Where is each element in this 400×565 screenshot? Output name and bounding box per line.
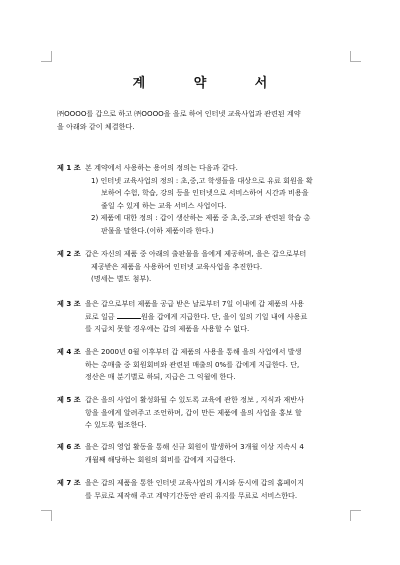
article-line: 2) 제품에 대한 정의 : 갑이 생산하는 제품 중 초,중,고와 관련된 학습 총 <box>91 213 311 222</box>
article-label: 제 4 조 <box>57 347 81 356</box>
article-line: 판물을 말한다.(이하 제품이라 한다.) <box>101 225 214 235</box>
article-line: 을은 갑으로부터 제품을 공급 받은 날로부터 7일 이내에 갑 제품의 사용 <box>85 299 304 308</box>
article-body <box>85 162 313 237</box>
article-line: 개월째 해당하는 회원의 회비를 갑에게 지급한다. <box>85 454 236 464</box>
article-label: 제 2 조 <box>57 249 81 258</box>
article-line: 제공받은 제품을 사용하여 인터넷 교육사업을 추진한다. <box>91 261 263 271</box>
article-line: 하는 총매출 중 회원회비와 관련된 매출의 0%를 갑에게 지급한다. 단, <box>85 359 300 369</box>
article-line: 를 무료로 제작해 주고 계약기간동안 관리 유지를 무료로 서비스한다. <box>85 490 298 500</box>
article-line: 보하여 수험, 학습, 강의 등을 인터넷으로 서비스하여 시간과 비용을 <box>101 188 309 197</box>
article-line: 를 지급치 못할 경우에는 갑의 제품을 사용할 수 없다. <box>85 324 250 333</box>
article-label: 제 1 조 <box>57 163 81 172</box>
article-body <box>85 298 307 336</box>
article-line: 줄일 수 있게 하는 교육 서비스 사업이다. <box>101 200 227 210</box>
article-line: 1) 인터넷 교육사업의 정의 : 초,중,고 학생들을 대상으로 유료 회원을 확 <box>91 175 313 185</box>
intro-paragraph <box>57 108 301 133</box>
article-line: 항을 을에게 알려주고 조언하며, 갑이 만든 제품에 을의 사업을 홍보 할 <box>85 407 302 417</box>
article-text: 료로 일금 <box>85 311 115 321</box>
article-body <box>85 346 301 384</box>
article-label: 제 6 조 <box>57 442 81 451</box>
article-line: 을은 2000년 0월 이후부터 갑 제품의 사용을 통해 을의 사업에서 발생 <box>85 347 302 356</box>
article-label: 제 3 조 <box>57 299 81 308</box>
article-body <box>85 248 306 286</box>
article-line: 을은 갑의 영업 활동을 통해 신규 회원이 발생하여 3개월 이상 지속시 4 <box>85 442 304 451</box>
article-body <box>85 394 304 432</box>
crop-mark-bottom-right <box>350 510 361 521</box>
article-line: 본 계약에서 사용하는 용어의 정의는 다음과 같다. <box>85 163 238 172</box>
crop-mark-top-right <box>350 51 361 62</box>
crop-mark-bottom-left <box>41 510 52 521</box>
article-line: 갑은 을의 사업이 활성화될 수 있도록 교육에 관한 정보 , 지식과 재반사 <box>85 395 304 404</box>
article-line: (명세는 별도 첨부). <box>91 274 152 283</box>
intro-line: 을 아래와 같이 체결한다. <box>57 121 135 131</box>
article-line: 수 있도록 협조한다. <box>85 420 147 429</box>
article-line <box>85 311 307 324</box>
article-line: 갑은 자신의 제품 중 아래의 출판물을 을에게 제공하며, 을은 갑으로부터 <box>85 249 307 258</box>
intro-line: ㈜OOOO를 갑으로 하고 ㈜OOOO을 을로 하여 인터넷 교육사업과 관련된 계약 <box>57 109 301 118</box>
article-line: 정산은 매 분기별로 하되, 지급은 그 익월에 한다. <box>85 372 236 381</box>
crop-mark-top-left <box>41 51 52 62</box>
article-body <box>85 477 304 502</box>
article-label: 제 7 조 <box>57 478 81 487</box>
amount-blank <box>117 311 141 319</box>
article-label: 제 5 조 <box>57 395 81 404</box>
article-body <box>85 441 304 466</box>
document-title: 계 약 서 <box>132 76 290 91</box>
article-text: 원을 갑에게 지급한다. 단, 을이 일의 기일 내에 사용료 <box>140 311 308 321</box>
article-line: 을은 갑의 제품을 통한 인터넷 교육사업의 개시와 동시에 갑의 홈페이지 <box>85 478 305 487</box>
